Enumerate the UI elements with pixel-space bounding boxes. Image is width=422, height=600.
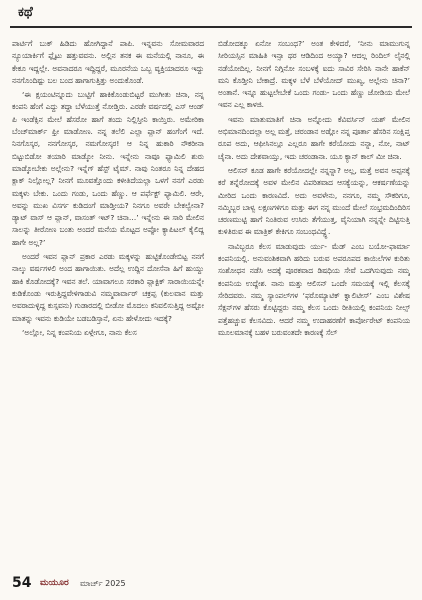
issue-date: ಮಾರ್ಚ್ 2025 bbox=[80, 579, 126, 588]
paragraph: ‘ಅಲ್ಲೋ, ನಿನ್ನ ಕಂಪನಿಯ ಏಳ್ಗೇಗೂ, ನಾನು ಕೆಲಸ bbox=[22, 327, 137, 337]
paragraph: ಅಂದರೆ ಇವನ ಪ್ಲಾನ್ ಪ್ರಕಾರ ಎರಡು ಮಕ್ಕಳನ್ನು ಹುಟ್ಟಿಕೊಂಡೇಬಿಟ್ಟ ನನಗೆ ನಾಲ್ಕು ವರ್ಷಗಳಲಿ ಅಂದ ಹಾಗಾಯಿತು. ಅದೆಲ್ಲ ಉದ್ದಿನ ದೋಸೆನಾ ಹಿಗೆ ಹುಯ್ದು ಹಾಕಿ ಕೊಡೋದಕ್ಕೆ? ಇವನ ತಲೆ. ಯಾವಾಗಲೂ ಸರಕಾರಿ ಪ್ಲಾಕ್ಟಿಕ್ ಸಾರಾಯಿಯನ್ನೇ ಕುಡಿಕೊಂಡು ಇರುತ್ತಿದ್ದವೇಳಿಗಾಡುವಿ ನಮ್ಮವಾರ್ವಾರ್ ಚಕ್ರಪ್ಪ (ಕುಲವಾನ ಮತ್ತು ಅವರಾದುಳ್ಳಿದ್ದ ಕುಸ್ಸವನು) ಗುಡಾರದಲ್ಲಿ ಬೀಡೋ ಮೊದಲು ಕನಿವಲಿಸುತ್ತಿದ್ದ ಅಷ್ಟೋ ಮಾತನ್ನು ಇವನು ಕುಡಿಯೇ ಬಡಬಡಿಸ್ತಾನೆ, ಏನು ಹೇಳೋದು ಇದಕ್ಕೆ? bbox=[12, 252, 204, 323]
page-footer bbox=[12, 575, 212, 595]
paragraph: ‘ಈ ಕ್ಷಯಂಟಿನ್ನೂದು ಬುಟ್ಟಿಗೆ ಹಾಕಿಕೊಂಡುಬಿಟ್ಟರೆ ಮುಗೀತು ಚಿನಾ, ನನ್ನ ಕಂಪನಿ ಹೆಂಗೆ ಎದ್ದು ತದ್ದಾ ಬೆಳೆಯುತ್ತೆ ನೋಡ್ತಿರು. ಎರಡೇ ವರ್ಷದಲ್ಲಿ ಎಸ್ ಆಂಡ್ ಪಿ ಇಂಡೆಕ್ಸಿನ ಮೇಲೆ ಹೆಸರೋ ಹಾಗೆ ತಂದು ನಿಲ್ಲಿಸ್ತೀನಿ ಕಾಯ್ತಿರು. ಅಮೇರಿಕಾ ಬೆಂಚ್‌ಮಾರ್ಕ್ ಫ್ರೀ ಮಾಡೋಣ. ನನ್ನ ತಲೆಲಿ ಎಲ್ಲಾ ಪ್ಲಾನ್ ಹಂಗೆಂಗೆ ಇದೆ. ನಿನಗೊಸ್ಕರ, ನನಗೋಸ್ಕರ, ನಮಗೋಸ್ಕರ! ಆ ನಿನ್ನ ಹುಕಾರಿ ನೌಕರೀನಾ ಬಿಟ್ಟುಬಿಡೋ ತಯಾರಿ ಮಾಡ್ಕೋ ನೀನು. ಇನ್ನೇನು ನಾವೂ ಫ್ಯಾಮಿಲಿ ಶುರು ಮಾಡ್ಕೋಬೇಕು ಅಲ್ಲೇನು? ಇನ್ನೆಗ್ ಹೆಸ್ಟ್ ಟೈಮ್. ನಾವು ನಿಂತರೂ ನಿನ್ನ ದೇಹದ ಕ್ಲಾಕ್ ನಿಲ್ಲೋಲ್ಲ? ನೀನಗೆ ಮೂವತ್ತೊಂದು ಕಳೀತಿದೆಯಲ್ಲಾ ಒಳಗೆ ನನಗೆ ಎರಡು ಮಕ್ಕಳು ಬೇಕು. ಒಂದು ಗಂಡು, ಒಂದು ಹೆಣ್ಣು. ಆ ಪರ್ಫೆಕ್ಟ್ ಫ್ಯಾಮಿಲಿ. ಆರೇ, ಅವನ್ನು ಮುಖ ವಿಸರ್ಗ ಕುಡಿದಂಗೆ ಮಾಡ್ತೀಯ? ನಿನಗೂ ಅವರೇ ಬೇಕಲ್ವೇನಾ? ಡ್ಯಾಟ್ ವಾಸ್ ಆ ಪ್ಲಾನ್, ವಾಸಂತ್ ಇಟ್? ಚಿನಾ…’ ಇನ್ನೇನು ಈ ಸಾರಿ ಮೇಲಿನ ಸಾಲನ್ನು ತೀರೋಣ ಬಂತು ಅಂದರೆ ಮನೆಯ ಮೊಟ್ಟದ ಅಪ್ಪೋ ಕ್ಯಾಪಿಟಲ್ ಕೈಲಿದ್ದ ಹಾಗೇ ಅಲ್ಲ?’ bbox=[12, 90, 204, 247]
section-header bbox=[10, 4, 412, 26]
paragraph: ಪಾರ್ಟಿಗೆ ಬುಕ್ ಹಿಡಿದು ಹೋಗಿದ್ದಾನೆ ಪಾಪಿ. ಇನ್ನವನು ಸೋಮವಾರದ ನ್ಯೂಯಾರ್ಕಿಗೆ ಫ್ಲೈಟು ಹತ್ತುವವನು. ಅಲ್ಲಿನ ತನಕ ಈ ಮನೆಯಲ್ಲಿ ನಾನೂ, ಈ ಕೇಕೂ ಇದ್ದಲ್ಲೇ. ಅವನಾದರೂ ಇದ್ದಿದ್ದರೆ, ಮೂರನೆಯ ಒಬ್ಬ ವ್ಯಕ್ತಿಯಾದರೂ ಇದ್ದು ನನಗೊಂದಿಷ್ಟು ಬಲ ಬಂದ ಹಾಗಾಗುತ್ತಿತ್ತು ಅಂದುಕೊಂಡೆ. bbox=[12, 39, 204, 85]
article-body bbox=[12, 38, 410, 566]
paragraph: ಇವನು ಮಾತುಮಾತಿಗೆ ಚಿನಾ ಅನ್ನೋದು ಕೆವಿವರ್ಸಿನ್ ಯಶ್ ಮೇಲಿನ ಅಭಿಮಾನದಿಂದಲ್ಲಾ ಅಲ್ಲ ಮತ್ತೆ, ಚರಂಡಾನ ಅಡ್ಲೋ ನನ್ನ ಪೂರ್ತಾ ಹೆಸರಿನ ಸಂಕ್ಷಿಪ್ತ ರೂಪ ಅದು, ಆಫೀಸಿನಲ್ಲೂ ಎಲ್ಲರೂ ಹಾಗೇ ಕರೆಯೋದು ನನ್ನಾ, ನೋ, ನಾಟ್ ಚೈನಾ. ಅದು ದೇಶವಾಯ್ತು, ಇದು ಚರಂಡಾನಾ. ಯೂ ಕ್ಯಾನ್ ಕಾಲ್ ಮೀ ಚಿನಾ. bbox=[218, 114, 410, 161]
paragraph: ಆಲಿಸನ್ ಕೂಡ ಹಾಗೇ ಕರೆಯೋದಲ್ಲೇ ನನ್ನನ್ನಾ? ಅಲ್ಲ, ಮತ್ತೆ ಅವನ ಅಪ್ಪನಕ್ಕೆ ಕರೆ ತನ್ನೆರೋದಕ್ಕೆ ಅವಳ ಮೇಲಿನ ವಿಪರಿತವಾದ ಆಸಕ್ಯೆಯನ್ನು, ಆಕರ್ಷಣೆಯನ್ನು ಮೀರಿದ ಒಂದು ಕಾರಣವಿದೆ. ಅದು ಅವಳೇನು, ನನಗೂ, ನಮ್ಮ ಸೌಕರಿಗೂ, ನಮ್ಮಿಬ್ಬರ ಬಾಳ್ವ ಲಕ್ಷಣಗಳಿಗೂ ಮತ್ತು ಈಗ ನನ್ನ ಮುಂದೆ ಮೇಲೆ ಸಂಭ್ರಮದಿಂದಿರಿಸ ಚರಣಮುಟ್ಟಿ ಹಾಗೆ ನಿಂತಿರುವ ಉಸಿರು ತೆಗೆಯುತ್ತ, ವೈನಿಯಾಗಿ ನನ್ನನ್ನೇ ದಿಟ್ಟಿಸುತ್ತಿ ಕುಳಿತಿರುವ ಈ ಮಾತ್ರಿಕ್ ಕೇಕಿಗೂ ಸಂಬಂಧವಿದ್ದ್ದೆ. bbox=[218, 165, 410, 237]
article-column-right bbox=[218, 38, 410, 566]
paragraph: ಬಿಡೋದಕ್ಕೂ ಏನೋ ಸಂಬಂಧ?’ ಅಂತ ಕೇಳಿದರೆ, ‘ನೀನು ಮಾಮುಗುನ್ನ ಸೀರಿಯಸ್ಸಿನ ಮಾಹಿತಿ ಇನ್ಸಾ ಥರ ಆಡಿದಿಂದ ಅಯ್ಯಾ? ಆದಲ್ಲ ರಿಂದಿಲ್ ಲೈನಲ್ಲಿ ನಡೆಯೋದಿಲ್ಲ. ನೀನಗೆ ನಿಗ್ಗಿನೋ ಸಂಬಳಕ್ಕೆ ಐದು ಸಾವಿರ ಸೇರಿಸಿ ನಾನೇ ಹಾಕೆನ್ ಮನಿ ಕೊಡ್ತೀನಿ ಬೇಕಾದ್ರೆ. ಮಕ್ಕಳ ಬೆಳೆ ಬೆಳೆಯೋದ್ ಮುಖ್ಯ, ಅಲ್ಲೇನು ಚಿನಾ?’ ಅಂತಾನೆ. ಇನ್ನೂ ಹುಟ್ಟಲೇಬೇಕೆ ಒಂದು ಗಂಡು- ಒಂದು ಹೆಣ್ಣು ಜೋಡಿಯ ಮೇಲೆ ಇವನ ಎಲ್ಲ ಕಾಳಜಿ. bbox=[218, 39, 410, 110]
section-divider bbox=[10, 26, 412, 28]
article-column-left bbox=[12, 38, 204, 566]
page-number: 54 bbox=[12, 575, 32, 591]
paragraph: ನಾವಿಬ್ಬರೂ ಕೆಲಸ ಮಾಡುವುದು ರ್ಯು- ಮೆಡ್ ಎಂಬ ಬಯೋ-ಫಾರ್ಮಾ ಕಂಪನಿಯಲ್ಲಿ. ಅನುವಂಶಿಕವಾಗಿ ಹರಿದು ಬರುವ ಅಪರೂಪದ ಕಾಯಿಲೆಗಳ ಕುರಿತು ಸಂಶೋಧನ ನಡೆಸಿ ಅದಕ್ಕೆ ಪೂರಕವಾದ ಡಿಷಧಿಯ ಸೇವೆ ಒದಗಿಸುವುದು ನಮ್ಮ ಕಂಪನಿಯ ಉದ್ದೇಶ. ನಾನು ಮತ್ತು ಆಲಿಸನ್ ಒಂದೇ ಸಮಯಕ್ಕೆ ಇಲ್ಲಿ ಕೆಲಸಕ್ಕೆ ಸೇರಿದವರು. ನಮ್ಮ ಸ್ಯಾಂಪಲ್‌ಗಳ ‘ಫರೊಮ್ಯಾಟಿಕ್ ಕ್ವಾಲಿಟೀಸ್’ ಎಂಬ ವಿಶೇಷ ಸೆಕ್ಷನ್‌ಗಳ ಹೆಸರು ಕೊಟ್ಟಿದ್ದರು ನಮ್ಮ ಕೆಲಸ ಒಂದು ರೀತಿಯಲ್ಲಿ ಕಂಪನಿಯ ನೀಲ್ಸ್ ಪತ್ತೆಹಚ್ಚುವ ಕೆಲಸವಿದು. ಆದರೆ ನಮ್ಮ ಉದಾಹರಣೆಗೆ ಕಾರ್ಪೋರೇಟ್ ಕಂಪನಿಯ ಮೂಲಮಾನಕ್ಕೆ ಬಹಳ ಬರುವಂತದೇ ಕಾರಣಕ್ಕೆ ಸೆಲ್ bbox=[218, 241, 410, 337]
magazine-logo: ಮಯೂರ bbox=[40, 578, 69, 588]
section-label: ಕಥೆ bbox=[18, 5, 33, 20]
